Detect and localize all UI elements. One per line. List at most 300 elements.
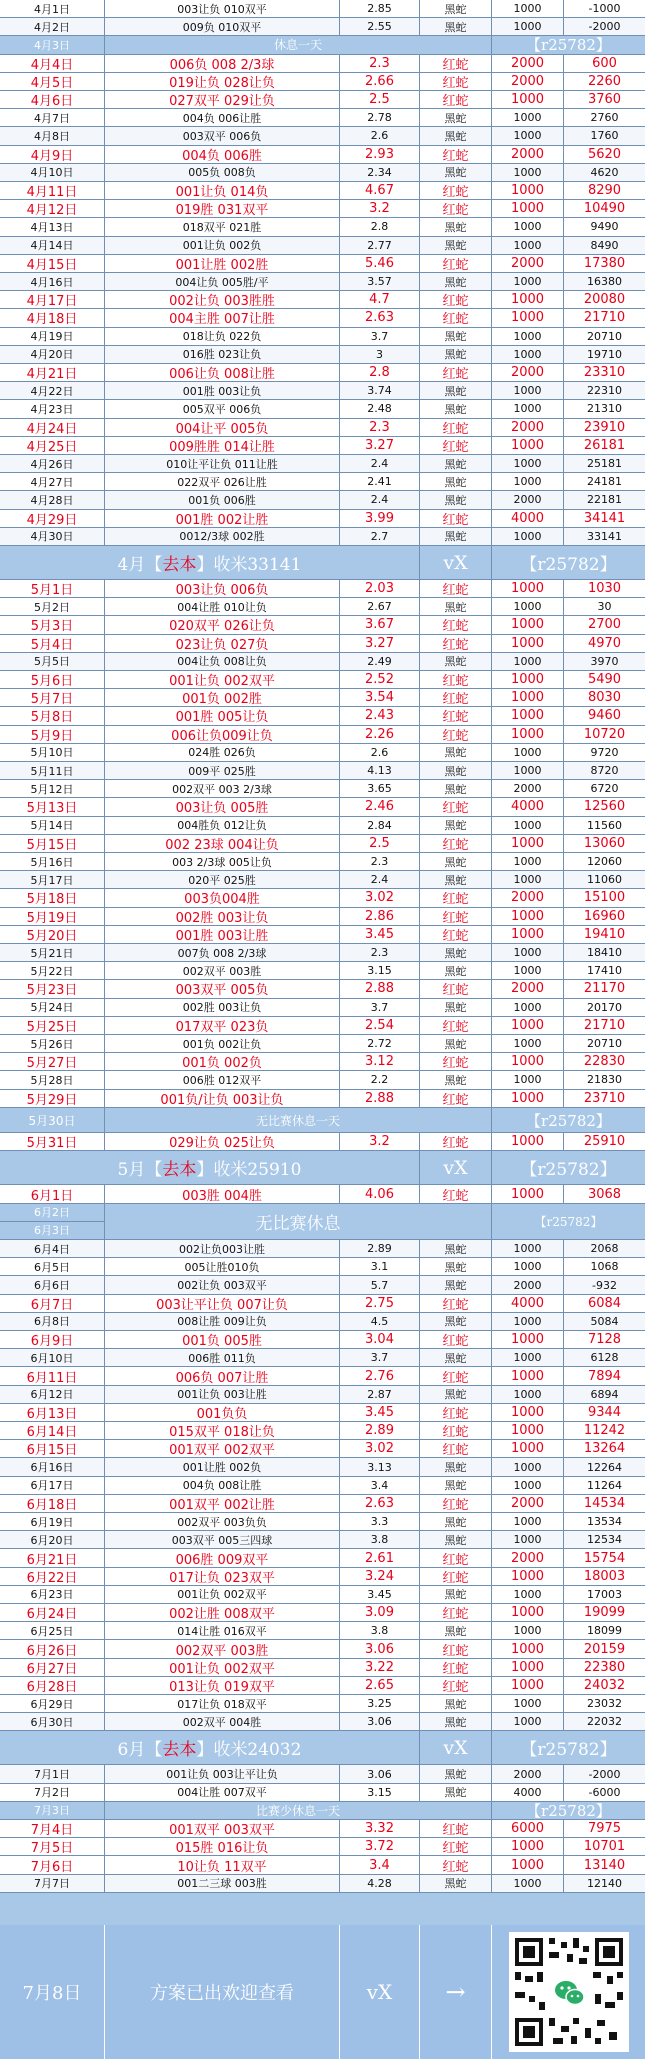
rest-text: 无比赛休息 bbox=[105, 1204, 492, 1240]
stake-cell: 1000 bbox=[492, 1349, 564, 1367]
record-row-win bbox=[0, 671, 645, 689]
result-cell: 黑蛇 bbox=[420, 400, 492, 418]
date-cell: 5月30日 bbox=[0, 1108, 105, 1133]
odds-cell: 3.15 bbox=[340, 1784, 420, 1802]
odds-cell: 3.8 bbox=[340, 1531, 420, 1549]
result-cell: 红蛇 bbox=[420, 1568, 492, 1586]
record-row-win bbox=[0, 364, 645, 382]
stake-cell: 1000 bbox=[492, 218, 564, 236]
match-cell: 002双平 003负负 bbox=[105, 1513, 340, 1531]
odds-cell: 2.72 bbox=[340, 1035, 420, 1053]
date-cell: 4月9日 bbox=[0, 146, 105, 164]
date-cell: 4月3日 bbox=[0, 36, 105, 54]
match-cell: 004主胜 007让胜 bbox=[105, 309, 340, 327]
balance-cell: 24032 bbox=[564, 1677, 645, 1695]
summary-month: 5月【 bbox=[117, 1160, 163, 1181]
odds-cell: 2.63 bbox=[340, 309, 420, 327]
balance-cell: 19099 bbox=[564, 1604, 645, 1622]
odds-cell: 2.6 bbox=[340, 744, 420, 762]
date-cell: 6月29日 bbox=[0, 1695, 105, 1713]
balance-cell: 16960 bbox=[564, 908, 645, 926]
result-cell: 黑蛇 bbox=[420, 382, 492, 400]
footer-date: 7月8日 bbox=[0, 1925, 105, 2059]
summary-total: 】收米25910 bbox=[196, 1160, 302, 1181]
match-cell: 019胜 031双平 bbox=[105, 200, 340, 218]
stake-cell: 1000 bbox=[492, 127, 564, 145]
date-cell: 4月5日 bbox=[0, 73, 105, 91]
balance-cell: 23310 bbox=[564, 364, 645, 382]
odds-cell: 2.03 bbox=[340, 580, 420, 598]
match-cell: 001负 002胜 bbox=[105, 689, 340, 707]
rest-text: 比赛少休息一天 bbox=[105, 1802, 492, 1820]
odds-cell: 2.76 bbox=[340, 1367, 420, 1385]
stake-cell: 1000 bbox=[492, 400, 564, 418]
result-cell: 黑蛇 bbox=[420, 1586, 492, 1604]
stake-cell: 1000 bbox=[492, 1440, 564, 1458]
balance-cell: 2700 bbox=[564, 616, 645, 634]
result-cell: 红蛇 bbox=[420, 1838, 492, 1856]
summary-total: 】收米33141 bbox=[196, 555, 302, 575]
match-cell: 017双平 023负 bbox=[105, 1017, 340, 1035]
stake-cell: 1000 bbox=[492, 200, 564, 218]
balance-cell: 12060 bbox=[564, 853, 645, 871]
odds-cell: 3.1 bbox=[340, 1258, 420, 1276]
date-cell: 7月2日 bbox=[0, 1784, 105, 1802]
date-cell: 6月19日 bbox=[0, 1513, 105, 1531]
odds-cell: 3.7 bbox=[340, 328, 420, 346]
match-cell: 006胜 011负 bbox=[105, 1349, 340, 1367]
vx-label: vX bbox=[420, 1151, 492, 1185]
match-cell: 001胜 003让胜 bbox=[105, 926, 340, 944]
match-cell: 027双平 029让负 bbox=[105, 91, 340, 109]
balance-cell: -932 bbox=[564, 1276, 645, 1294]
balance-cell: 12534 bbox=[564, 1531, 645, 1549]
balance-cell: 22830 bbox=[564, 1053, 645, 1071]
result-cell: 黑蛇 bbox=[420, 1695, 492, 1713]
result-cell: 红蛇 bbox=[420, 200, 492, 218]
summary-total: 】收米24032 bbox=[196, 1740, 302, 1761]
stake-cell: 1000 bbox=[492, 726, 564, 744]
odds-cell: 2.87 bbox=[340, 1386, 420, 1404]
record-row-win bbox=[0, 1331, 645, 1349]
match-cell: 014让胜 016双平 bbox=[105, 1622, 340, 1640]
balance-cell: 17380 bbox=[564, 255, 645, 273]
date-cell: 4月14日 bbox=[0, 237, 105, 255]
record-row-win bbox=[0, 182, 645, 200]
stake-cell: 2000 bbox=[492, 1276, 564, 1294]
summary-highlight: 去本 bbox=[162, 1160, 197, 1181]
balance-cell: 20710 bbox=[564, 328, 645, 346]
match-cell: 001让负 002双平 bbox=[105, 1586, 340, 1604]
record-row-loss bbox=[0, 1875, 645, 1893]
result-cell: 红蛇 bbox=[420, 291, 492, 309]
date-cell: 4月11日 bbox=[0, 182, 105, 200]
record-row-win bbox=[0, 835, 645, 853]
stake-cell: 1000 bbox=[492, 871, 564, 889]
balance-cell: 18003 bbox=[564, 1568, 645, 1586]
match-cell: 003让平让负 007让负 bbox=[105, 1295, 340, 1313]
result-cell: 红蛇 bbox=[420, 1053, 492, 1071]
date-cell: 4月15日 bbox=[0, 255, 105, 273]
record-row-win bbox=[0, 55, 645, 73]
record-row-loss bbox=[0, 1258, 645, 1276]
date-cell: 5月15日 bbox=[0, 835, 105, 853]
result-cell: 红蛇 bbox=[420, 1549, 492, 1567]
match-cell: 006胜 009双平 bbox=[105, 1549, 340, 1567]
record-row-win bbox=[0, 146, 645, 164]
stake-cell: 1000 bbox=[492, 1640, 564, 1658]
balance-cell: 3760 bbox=[564, 91, 645, 109]
stake-cell: 1000 bbox=[492, 1313, 564, 1331]
odds-cell: 2.2 bbox=[340, 1071, 420, 1089]
date-cell: 6月17日 bbox=[0, 1477, 105, 1495]
balance-cell: -2000 bbox=[564, 1765, 645, 1783]
odds-cell: 2.34 bbox=[340, 164, 420, 182]
result-cell: 红蛇 bbox=[420, 980, 492, 998]
record-row-win bbox=[0, 200, 645, 218]
result-cell: 红蛇 bbox=[420, 182, 492, 200]
odds-cell: 3.7 bbox=[340, 1349, 420, 1367]
result-cell: 黑蛇 bbox=[420, 1258, 492, 1276]
match-cell: 001双平 002让胜 bbox=[105, 1495, 340, 1513]
match-cell: 001负 002让负 bbox=[105, 1035, 340, 1053]
odds-cell: 2.43 bbox=[340, 707, 420, 725]
stake-cell: 1000 bbox=[492, 1568, 564, 1586]
result-cell: 红蛇 bbox=[420, 908, 492, 926]
record-row-loss bbox=[0, 653, 645, 671]
match-cell: 002胜 003让负 bbox=[105, 999, 340, 1017]
balance-cell: 21310 bbox=[564, 400, 645, 418]
odds-cell: 5.46 bbox=[340, 255, 420, 273]
match-cell: 004让胜 007双平 bbox=[105, 1784, 340, 1802]
balance-cell: 23032 bbox=[564, 1695, 645, 1713]
stake-cell: 1000 bbox=[492, 653, 564, 671]
date-cell: 6月1日 bbox=[0, 1185, 105, 1203]
balance-cell: 600 bbox=[564, 55, 645, 73]
balance-cell: 18099 bbox=[564, 1622, 645, 1640]
result-cell: 黑蛇 bbox=[420, 237, 492, 255]
record-row-loss bbox=[0, 1313, 645, 1331]
date-cell: 6月30日 bbox=[0, 1713, 105, 1731]
date-cell: 5月16日 bbox=[0, 853, 105, 871]
match-cell: 001让负 014负 bbox=[105, 182, 340, 200]
odds-cell: 4.28 bbox=[340, 1875, 420, 1893]
odds-cell: 2.93 bbox=[340, 146, 420, 164]
vx-label: vX bbox=[420, 546, 492, 580]
odds-cell: 3.09 bbox=[340, 1604, 420, 1622]
match-cell: 024胜 026负 bbox=[105, 744, 340, 762]
result-cell: 红蛇 bbox=[420, 707, 492, 725]
odds-cell: 2.46 bbox=[340, 798, 420, 816]
stake-cell: 1000 bbox=[492, 1090, 564, 1108]
result-cell: 红蛇 bbox=[420, 309, 492, 327]
record-row-loss bbox=[0, 853, 645, 871]
record-row-loss bbox=[0, 455, 645, 473]
date-cell: 4月25日 bbox=[0, 437, 105, 455]
date-cell: 6月16日 bbox=[0, 1458, 105, 1476]
record-row-loss bbox=[0, 1784, 645, 1802]
record-row-loss bbox=[0, 762, 645, 780]
record-row-win bbox=[0, 1367, 645, 1385]
balance-cell: 22380 bbox=[564, 1659, 645, 1677]
date-cell: 6月4日 bbox=[0, 1240, 105, 1258]
date-cell: 7月5日 bbox=[0, 1838, 105, 1856]
balance-cell: 20170 bbox=[564, 999, 645, 1017]
match-cell: 004让负 008让负 bbox=[105, 653, 340, 671]
rest-text: 无比赛休息一天 bbox=[105, 1108, 492, 1133]
record-row-win bbox=[0, 1677, 645, 1695]
result-cell: 黑蛇 bbox=[420, 0, 492, 18]
balance-cell: 11264 bbox=[564, 1477, 645, 1495]
record-row-win bbox=[0, 73, 645, 91]
balance-cell: 24181 bbox=[564, 473, 645, 491]
match-cell: 001让负 003让平让负 bbox=[105, 1765, 340, 1783]
odds-cell: 3.45 bbox=[340, 926, 420, 944]
contact-code: 【r25782】 bbox=[492, 36, 645, 54]
stake-cell: 6000 bbox=[492, 1820, 564, 1838]
stake-cell: 1000 bbox=[492, 1458, 564, 1476]
balance-cell: 12140 bbox=[564, 1875, 645, 1893]
odds-cell: 3.99 bbox=[340, 510, 420, 528]
record-row-loss bbox=[0, 237, 645, 255]
record-row-loss bbox=[0, 1035, 645, 1053]
stake-cell: 1000 bbox=[492, 1035, 564, 1053]
record-row-loss bbox=[0, 164, 645, 182]
record-row-loss bbox=[0, 473, 645, 491]
stake-cell: 1000 bbox=[492, 237, 564, 255]
result-cell: 黑蛇 bbox=[420, 1622, 492, 1640]
record-row-loss bbox=[0, 273, 645, 291]
result-cell: 红蛇 bbox=[420, 671, 492, 689]
odds-cell: 2.41 bbox=[340, 473, 420, 491]
result-cell: 黑蛇 bbox=[420, 1035, 492, 1053]
stake-cell: 1000 bbox=[492, 707, 564, 725]
odds-cell: 3.72 bbox=[340, 1838, 420, 1856]
date-cell: 6月3日 bbox=[0, 1222, 105, 1240]
rest-period-row bbox=[0, 1204, 645, 1240]
date-cell: 7月1日 bbox=[0, 1765, 105, 1783]
match-cell: 10让负 11双平 bbox=[105, 1856, 340, 1874]
odds-cell: 2.3 bbox=[340, 419, 420, 437]
result-cell: 黑蛇 bbox=[420, 1458, 492, 1476]
rest-text: 休息一天 bbox=[105, 36, 492, 54]
result-cell: 红蛇 bbox=[420, 510, 492, 528]
odds-cell: 2.3 bbox=[340, 55, 420, 73]
record-row-loss bbox=[0, 109, 645, 127]
balance-cell: 17410 bbox=[564, 962, 645, 980]
odds-cell: 2.61 bbox=[340, 1549, 420, 1567]
stake-cell: 1000 bbox=[492, 182, 564, 200]
date-cell: 6月27日 bbox=[0, 1659, 105, 1677]
odds-cell: 3.04 bbox=[340, 1331, 420, 1349]
date-cell: 4月1日 bbox=[0, 0, 105, 18]
balance-cell: 23910 bbox=[564, 419, 645, 437]
result-cell: 黑蛇 bbox=[420, 1713, 492, 1731]
stake-cell: 1000 bbox=[492, 689, 564, 707]
result-cell: 黑蛇 bbox=[420, 744, 492, 762]
record-row-loss bbox=[0, 944, 645, 962]
date-cell: 6月11日 bbox=[0, 1367, 105, 1385]
balance-cell: 7975 bbox=[564, 1820, 645, 1838]
balance-cell: 4620 bbox=[564, 164, 645, 182]
record-row-win bbox=[0, 510, 645, 528]
odds-cell: 3.32 bbox=[340, 1820, 420, 1838]
balance-cell: 11060 bbox=[564, 871, 645, 889]
odds-cell: 2.49 bbox=[340, 653, 420, 671]
stake-cell: 1000 bbox=[492, 908, 564, 926]
date-cell: 4月16日 bbox=[0, 273, 105, 291]
result-cell: 红蛇 bbox=[420, 580, 492, 598]
stake-cell: 1000 bbox=[492, 1422, 564, 1440]
date-cell: 6月15日 bbox=[0, 1440, 105, 1458]
record-row-loss bbox=[0, 817, 645, 835]
record-row-win bbox=[0, 1422, 645, 1440]
odds-cell: 3 bbox=[340, 346, 420, 364]
odds-cell: 2.3 bbox=[340, 944, 420, 962]
result-cell: 红蛇 bbox=[420, 1640, 492, 1658]
stake-cell: 1000 bbox=[492, 1386, 564, 1404]
odds-cell: 3.2 bbox=[340, 1133, 420, 1151]
match-cell: 001负 005胜 bbox=[105, 1331, 340, 1349]
balance-cell: 13534 bbox=[564, 1513, 645, 1531]
result-cell: 黑蛇 bbox=[420, 218, 492, 236]
match-cell: 020双平 026让负 bbox=[105, 616, 340, 634]
record-row-win bbox=[0, 926, 645, 944]
summary-month: 6月【 bbox=[117, 1740, 163, 1761]
odds-cell: 2.63 bbox=[340, 1495, 420, 1513]
record-row-win bbox=[0, 1017, 645, 1035]
balance-cell: 5620 bbox=[564, 146, 645, 164]
stake-cell: 2000 bbox=[492, 73, 564, 91]
odds-cell: 3.06 bbox=[340, 1640, 420, 1658]
balance-cell: 16380 bbox=[564, 273, 645, 291]
balance-cell: 14534 bbox=[564, 1495, 645, 1513]
balance-cell: 9460 bbox=[564, 707, 645, 725]
stake-cell: 1000 bbox=[492, 944, 564, 962]
balance-cell: 10701 bbox=[564, 1838, 645, 1856]
stake-cell: 2000 bbox=[492, 491, 564, 509]
balance-cell: 20159 bbox=[564, 1640, 645, 1658]
match-cell: 001让负 003让胜 bbox=[105, 1386, 340, 1404]
balance-cell: -1000 bbox=[564, 0, 645, 18]
result-cell: 黑蛇 bbox=[420, 944, 492, 962]
odds-cell: 3.25 bbox=[340, 1695, 420, 1713]
stake-cell: 1000 bbox=[492, 18, 564, 36]
stake-cell: 2000 bbox=[492, 889, 564, 907]
match-cell: 004负 008让胜 bbox=[105, 1477, 340, 1495]
result-cell: 黑蛇 bbox=[420, 1765, 492, 1783]
date-cell: 5月25日 bbox=[0, 1017, 105, 1035]
balance-cell: 8290 bbox=[564, 182, 645, 200]
match-cell: 003双平 006负 bbox=[105, 127, 340, 145]
match-cell: 004让胜 010让负 bbox=[105, 598, 340, 616]
match-cell: 004负 006让胜 bbox=[105, 109, 340, 127]
match-cell: 001让负 002双平 bbox=[105, 1659, 340, 1677]
record-row-win bbox=[0, 1838, 645, 1856]
qr-code[interactable] bbox=[492, 1925, 645, 2059]
balance-cell: 9720 bbox=[564, 744, 645, 762]
balance-cell: 18410 bbox=[564, 944, 645, 962]
date-cell: 6月25日 bbox=[0, 1622, 105, 1640]
match-cell: 001让胜 002负 bbox=[105, 1458, 340, 1476]
record-row-loss bbox=[0, 1477, 645, 1495]
record-row-loss bbox=[0, 400, 645, 418]
qr-code-image bbox=[509, 1932, 629, 2052]
odds-cell: 3.22 bbox=[340, 1659, 420, 1677]
record-row-loss bbox=[0, 1713, 645, 1731]
stake-cell: 1000 bbox=[492, 835, 564, 853]
record-row-win bbox=[0, 616, 645, 634]
stake-cell: 1000 bbox=[492, 926, 564, 944]
result-cell: 红蛇 bbox=[420, 364, 492, 382]
date-cell: 4月10日 bbox=[0, 164, 105, 182]
record-row-win bbox=[0, 1185, 645, 1203]
stake-cell: 1000 bbox=[492, 1258, 564, 1276]
balance-cell: 30 bbox=[564, 598, 645, 616]
odds-cell: 3.06 bbox=[340, 1765, 420, 1783]
result-cell: 黑蛇 bbox=[420, 1071, 492, 1089]
stake-cell: 1000 bbox=[492, 1838, 564, 1856]
result-cell: 黑蛇 bbox=[420, 528, 492, 546]
match-cell: 015双平 018让负 bbox=[105, 1422, 340, 1440]
odds-cell: 2.77 bbox=[340, 237, 420, 255]
balance-cell: 9344 bbox=[564, 1404, 645, 1422]
odds-cell: 2.85 bbox=[340, 0, 420, 18]
match-cell: 023让负 027负 bbox=[105, 635, 340, 653]
odds-cell: 3.02 bbox=[340, 1440, 420, 1458]
result-cell: 黑蛇 bbox=[420, 1313, 492, 1331]
balance-cell: 20710 bbox=[564, 1035, 645, 1053]
record-row-win bbox=[0, 1495, 645, 1513]
balance-cell: 1068 bbox=[564, 1258, 645, 1276]
result-cell: 红蛇 bbox=[420, 1185, 492, 1203]
result-cell: 红蛇 bbox=[420, 1017, 492, 1035]
match-cell: 002双平 003 2/3球 bbox=[105, 780, 340, 798]
date-cell: 6月21日 bbox=[0, 1549, 105, 1567]
stake-cell: 1000 bbox=[492, 1604, 564, 1622]
summary-label bbox=[0, 546, 420, 580]
record-row-loss bbox=[0, 127, 645, 145]
odds-cell: 3.24 bbox=[340, 1568, 420, 1586]
date-cell: 6月6日 bbox=[0, 1276, 105, 1294]
record-row-loss bbox=[0, 1695, 645, 1713]
balance-cell: 13060 bbox=[564, 835, 645, 853]
odds-cell: 3.13 bbox=[340, 1458, 420, 1476]
record-row-win bbox=[0, 1549, 645, 1567]
date-cell: 5月14日 bbox=[0, 817, 105, 835]
date-cell: 6月5日 bbox=[0, 1258, 105, 1276]
match-cell: 001负 002负 bbox=[105, 1053, 340, 1071]
record-row-loss bbox=[0, 0, 645, 18]
date-cell: 5月18日 bbox=[0, 889, 105, 907]
stake-cell: 1000 bbox=[492, 1677, 564, 1695]
match-cell: 002双平 003胜 bbox=[105, 1640, 340, 1658]
date-cell: 6月8日 bbox=[0, 1313, 105, 1331]
record-row-loss bbox=[0, 871, 645, 889]
balance-cell: 21710 bbox=[564, 1017, 645, 1035]
record-row-loss bbox=[0, 999, 645, 1017]
match-cell: 002让胜 008双平 bbox=[105, 1604, 340, 1622]
date-cell: 5月19日 bbox=[0, 908, 105, 926]
date-cell: 6月18日 bbox=[0, 1495, 105, 1513]
date-cell: 4月17日 bbox=[0, 291, 105, 309]
date-cell: 4月13日 bbox=[0, 218, 105, 236]
record-row-win bbox=[0, 1856, 645, 1874]
stake-cell: 1000 bbox=[492, 853, 564, 871]
rest-day-row bbox=[0, 1802, 645, 1820]
odds-cell: 2.48 bbox=[340, 400, 420, 418]
odds-cell: 3.45 bbox=[340, 1586, 420, 1604]
